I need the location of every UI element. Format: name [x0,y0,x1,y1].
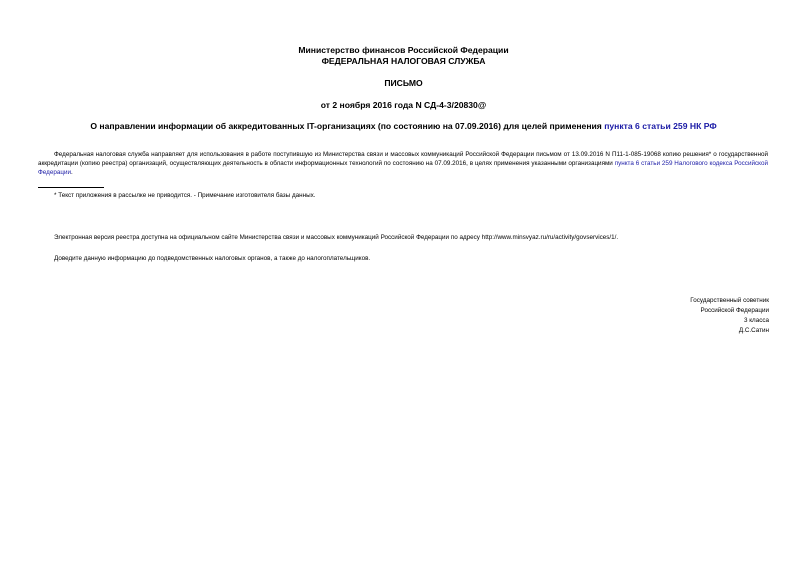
document-date-number: от 2 ноября 2016 года N СД-4-3/20830@ [320,100,487,110]
document-type: ПИСЬМО [384,78,423,88]
tax-code-link[interactable]: пункта 6 статьи 259 Налогового кодекса Российской Федерации [38,160,768,177]
footnote-text: * Текст приложения в рассылке не приводится. - Примечание изготовителя базы данных. [54,192,316,199]
forward-paragraph: Доведите данную информацию до подведомственных налоговых органов, а также до налогоплательщиков. [54,255,371,262]
signature-title-line-1: Государственный советник [690,297,769,304]
subject-law-link[interactable]: пункта 6 статьи 259 НК РФ [604,121,717,131]
main-paragraph-text: Федеральная налоговая служба направляет для использования в работе поступившую из Министерства связи и массовых коммуникаций Российской Федерации письмом от 13.09.2016 N П11-1-085-19068 копию решения* о государственной аккредитации (копию реестра) организаций, осуществляющих деятельность в области информационных технологий по состоянию на 07.09.2016, в целях применения указанными организациями [38,151,768,168]
signature-title-line-2: Российской Федерации [700,307,769,314]
signature-title-line-3: 3 класса [743,317,769,324]
service-name: ФЕДЕРАЛЬНАЯ НАЛОГОВАЯ СЛУЖБА [321,56,486,66]
registry-paragraph: Электронная версия реестра доступна на официальном сайте Министерства связи и массовых коммуникаций Российской Федерации по адресу http://www.minsvyaz.ru/ru/activity/govservices/1/. [54,234,619,241]
footnote-divider [38,187,104,188]
main-paragraph-tail: . [70,169,73,177]
main-paragraph [38,150,768,178]
document-subject [0,121,807,131]
subject-text: О направлении информации об аккредитованных IT-организациях (по состоянию на 07.09.2016) для целей применения [90,121,605,131]
signatory-name: Д.С.Сатин [738,327,769,334]
ministry-name: Министерство финансов Российской Федерации [298,45,509,55]
